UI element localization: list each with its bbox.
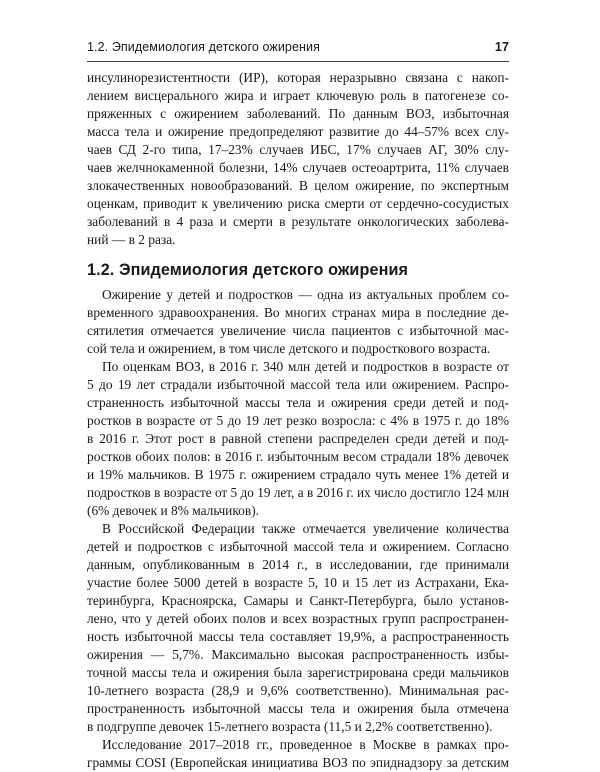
page-body	[87, 69, 509, 772]
text-line: пряженных с ожирением заболеваний. По данным ВОЗ, избыточная	[87, 106, 509, 121]
text-line: лением висцерального жира и играет ключевую роль в патогенезе со-	[87, 88, 509, 103]
text-line: 10-летнего возраста (28,9 и 9,6% соответственно). Минимальная рас-	[87, 683, 509, 698]
text-line: точной массы тела и ожирения была зарегистрирована среди мальчиков	[87, 665, 509, 680]
text-line: чаев желчнокаменной болезни, 14% случаев остеоартрита, 11% случаев	[87, 160, 509, 175]
text-line: в 2016 г. Этот рост в равной степени распределен среди детей и под-	[87, 431, 509, 446]
text-line: чаев СД 2-го типа, 17–23% случаев ИБС, 17% случаев АГ, 30% слу-	[87, 142, 509, 157]
text-line: масса тела и ожирение предопределяют развитие до 44–57% всех слу-	[87, 124, 509, 139]
text-line: теринбурга, Красноярска, Самары и Санкт-Петербурга, было установ-	[87, 593, 509, 608]
text-line: участие более 5000 детей в возрасте 5, 10 и 15 лет из Астрахани, Ека-	[87, 575, 509, 590]
running-head	[87, 40, 509, 54]
text-line: Ожирение у детей и подростков — одна из актуальных проблем со-	[102, 287, 509, 302]
text-line: ожирения — 5,7%. Максимально высокая распространенность избы-	[87, 647, 509, 662]
text-line: Исследование 2017–2018 гг., проведенное в Москве в рамках про-	[102, 737, 509, 752]
text-line: 5 до 19 лет страдали избыточной массой тела или ожирением. Распро-	[87, 377, 509, 392]
text-line: сой тела и ожирением, в том числе детского и подросткового возраста.	[87, 341, 491, 356]
text-line: лено, что у детей обоих полов и всех возрастных групп распространен-	[87, 611, 509, 626]
text-line: и 19% мальчиков. В 1975 г. ожирением страдало чуть менее 1% детей и	[87, 467, 509, 482]
text-line: страненность избыточной массы тела и ожирения среди детей и под-	[87, 395, 509, 410]
paragraph-3	[87, 520, 509, 736]
text-line: ростков в возрасте от 5 до 19 лет резко возросла: с 4% в 1975 г. до 18%	[87, 413, 509, 428]
text-line: заболеваний в 4 раза и смерти в результате онкологических заболева-	[87, 214, 509, 229]
paragraph-2	[87, 358, 509, 520]
text-line: граммы COSI (Европейская инициатива ВОЗ по эпиднадзору за детским	[87, 755, 509, 770]
text-line: ростков обоих полов: в 2016 г. избыточным весом страдали 18% девочек	[87, 449, 509, 464]
text-line: данным, опубликованным в 2014 г., в исследовании, где принимали	[87, 557, 509, 572]
paragraph-4	[87, 736, 509, 772]
text-line: ность избыточной массы тела составляет 19,9%, а распространенность	[87, 629, 509, 644]
paragraph-1	[87, 286, 509, 358]
section-heading: 1.2. Эпидемиология детского ожирения	[87, 261, 409, 279]
header-rule	[87, 61, 509, 62]
text-line: временного здравоохранения. Во многих странах мира в последние де-	[87, 305, 509, 320]
text-line: По оценкам ВОЗ, в 2016 г. 340 млн детей и подростков в возрасте от	[102, 359, 509, 374]
running-head-title: 1.2. Эпидемиология детского ожирения	[87, 40, 320, 54]
text-line: сятилетия отмечается увеличение числа пациентов с избыточной мас-	[87, 323, 509, 338]
intro-paragraph	[87, 69, 509, 249]
text-line: В Российской Федерации также отмечается увеличение количества	[102, 521, 509, 536]
text-line: в подгруппе девочек 15-летнего возраста (11,5 и 2,2% соответственно).	[87, 719, 493, 734]
text-line: подростков в возрасте от 5 до 19 лет, а в 2016 г. их число достигло 124 млн	[87, 485, 509, 500]
text-line: злокачественных новообразований. В целом ожирение, по экспертным	[87, 178, 509, 193]
text-line: (6% девочек и 8% мальчиков).	[87, 503, 259, 518]
text-line: оценкам, приводит к увеличению риска смерти от сердечно-сосудистых	[87, 196, 509, 211]
page-number: 17	[494, 40, 509, 54]
text-line: ний — в 2 раза.	[87, 232, 176, 247]
text-line: детей и подростков с избыточной массой тела и ожирением. Согласно	[87, 539, 509, 554]
text-line: инсулинорезистентности (ИР), которая неразрывно связана с накоп-	[87, 70, 509, 85]
text-line: пространенность избыточной массы тела и ожирения была отмечена	[87, 701, 509, 716]
